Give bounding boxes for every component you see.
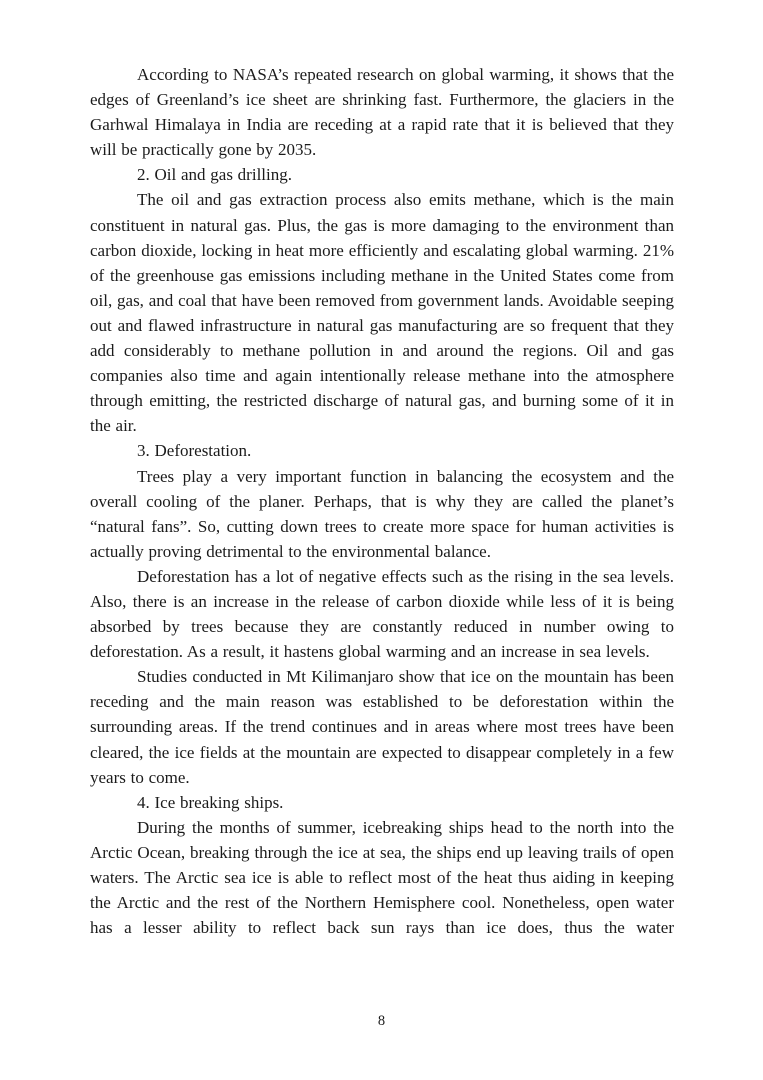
paragraph-trees-natural-fans: Trees play a very important function in balancing the ecosystem and the overall cooling of the planer. Perhaps, that is why they are called the planet’s “natural fans”. So, cutting down trees to create more space for human activities is actually proving detrimental to the environmental balance. xyxy=(90,466,674,561)
paragraph-oil-gas-methane: The oil and gas extraction process also emits methane, which is the main constituent in natural gas. Plus, the gas is more damaging to the environment than carbon dioxide, locking in heat more efficiently and escalating global warming. 21% of the greenhouse gas emissions including methane in the United States come from oil, gas, and coal that have been removed from government lands. Avoidable seeping out and flawed infrastructure in natural gas manufacturing are so frequent that they add considerably to methane pollution in and around the regions. Oil and gas companies also time and again intentionally release methane into the atmosphere through emitting, the restricted discharge of natural gas, and burning some of it in the air. xyxy=(90,190,674,436)
paragraph-nasa-glaciers: According to NASA’s repeated research on global warming, it shows that the edges of Greenland’s ice sheet are shrinking fast. Furthermore, the glaciers in the Garhwal Himalaya in India are receding at a rapid rate that it is believed that they will be practically gone by 2035. xyxy=(90,65,674,160)
section-heading-deforestation: 3. Deforestation. xyxy=(137,441,252,461)
paragraph-kilimanjaro-studies: Studies conducted in Mt Kilimanjaro show that ice on the mountain has been receding and the main reason was established to be deforestation within the surrounding areas. If the trend continues and in areas where most trees have been cleared, the ice fields at the mountain are expected to disappear completely in a few years to come. xyxy=(90,667,674,787)
section-heading-oil-gas-drilling: 2. Oil and gas drilling. xyxy=(137,165,292,185)
page-number: 8 xyxy=(377,1013,386,1029)
section-heading-ice-breaking-ships: 4. Ice breaking ships. xyxy=(137,792,284,812)
paragraph-deforestation-effects: Deforestation has a lot of negative effects such as the rising in the sea levels. Also, there is an increase in the release of carbon dioxide while less of it is being absorbed by trees because they are constantly reduced in number owing to deforestation. As a result, it hastens global warming and an increase in sea levels. xyxy=(90,566,674,662)
paragraph-icebreaking-ships: During the months of summer, icebreaking ships head to the north into the Arctic Ocean, breaking through the ice at sea, the ships end up leaving trails of open waters. The Arctic sea ice is able to reflect most of the heat thus aiding in keeping the Arctic and the rest of the Northern Hemisphere cool. Nonetheless, open water has a lesser ability to reflect back sun rays than ice does, thus the water xyxy=(90,817,674,938)
text-block xyxy=(90,62,674,940)
